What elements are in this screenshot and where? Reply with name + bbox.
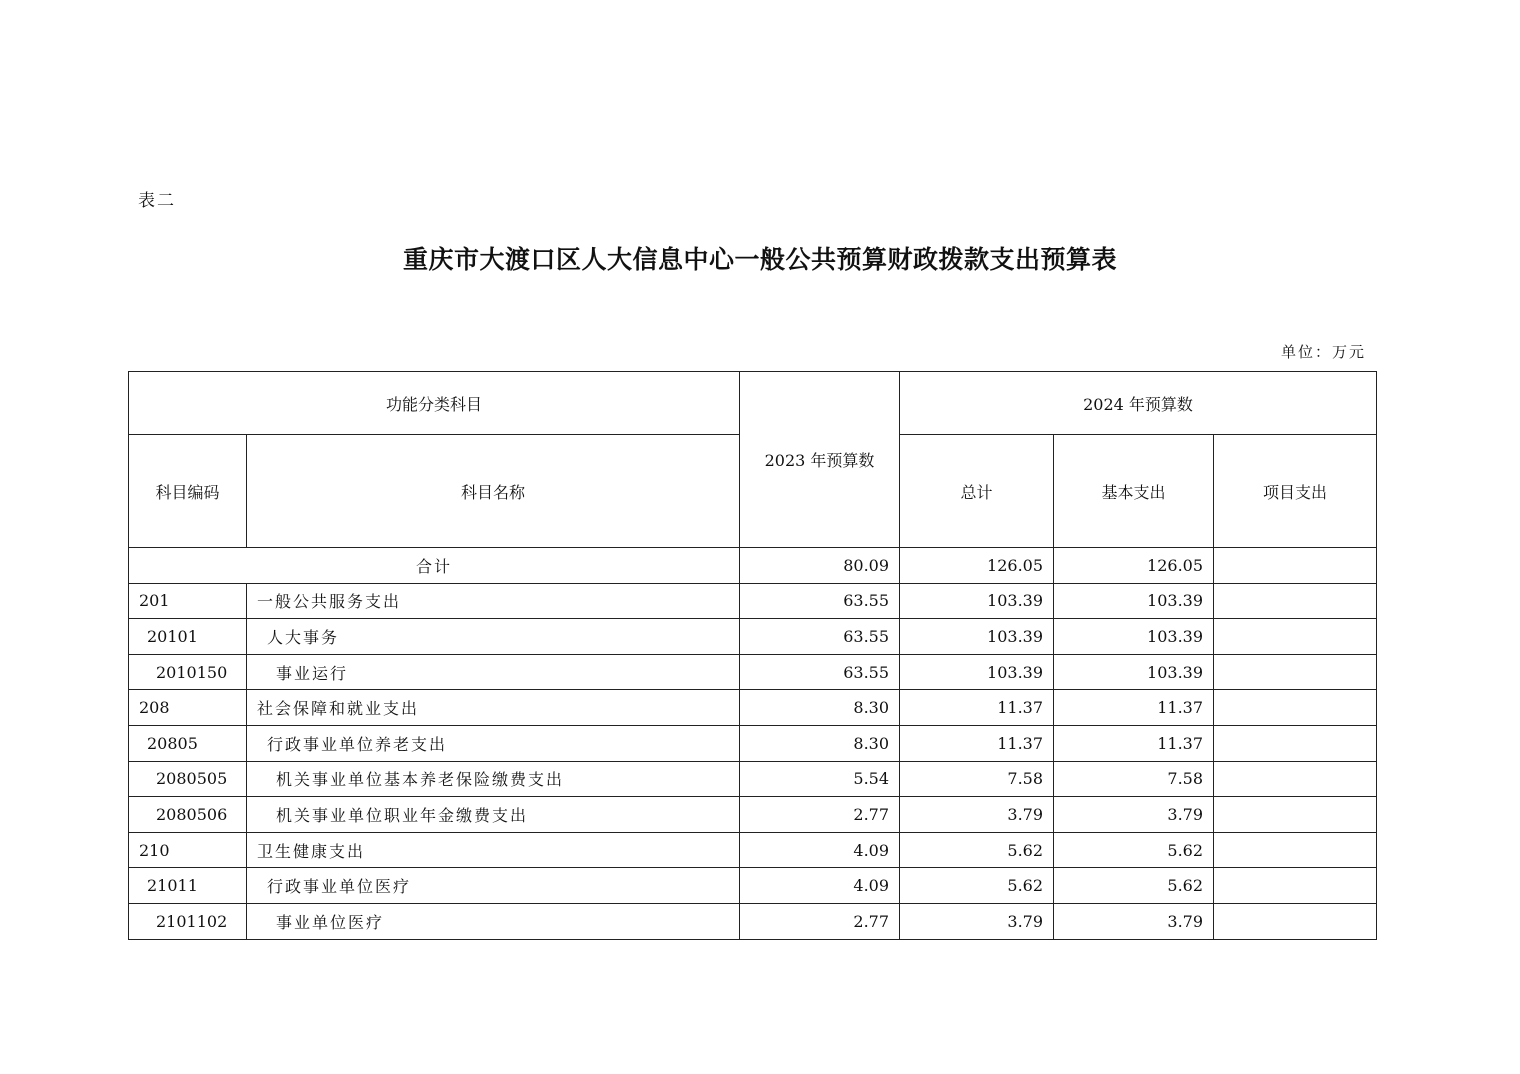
header-subject-code: 科目编码 — [129, 435, 247, 548]
cell-project — [1214, 583, 1377, 619]
cell-basic: 11.37 — [1054, 725, 1214, 761]
header-subject-name: 科目名称 — [247, 435, 740, 548]
cell-basic: 11.37 — [1054, 690, 1214, 726]
cell-basic: 3.79 — [1054, 903, 1214, 939]
cell-name: 行政事业单位养老支出 — [247, 725, 740, 761]
cell-total: 11.37 — [900, 690, 1054, 726]
cell-basic: 7.58 — [1054, 761, 1214, 797]
cell-code: 2101102 — [129, 903, 247, 939]
cell-project — [1214, 690, 1377, 726]
unit-label: 单位：万元 — [1280, 343, 1366, 361]
cell-basic: 3.79 — [1054, 797, 1214, 833]
cell-total: 103.39 — [900, 654, 1054, 690]
cell-name: 社会保障和就业支出 — [247, 690, 740, 726]
cell-code: 20101 — [129, 619, 247, 655]
header-total: 总计 — [900, 435, 1054, 548]
cell-project — [1214, 868, 1377, 904]
cell-prior: 5.54 — [740, 761, 900, 797]
table-row — [129, 761, 1377, 797]
cell-project — [1214, 832, 1377, 868]
cell-prior: 8.30 — [740, 725, 900, 761]
total-row — [129, 548, 1377, 584]
cell-name: 卫生健康支出 — [247, 832, 740, 868]
cell-project — [1214, 797, 1377, 833]
cell-total: 103.39 — [900, 583, 1054, 619]
cell-total: 5.62 — [900, 832, 1054, 868]
header-row-1 — [129, 372, 1377, 435]
table-row — [129, 619, 1377, 655]
cell-total: 3.79 — [900, 797, 1054, 833]
cell-project — [1214, 619, 1377, 655]
cell-name: 一般公共服务支出 — [247, 583, 740, 619]
cell-prior: 2.77 — [740, 797, 900, 833]
table-label: 表二 — [138, 191, 176, 211]
cell-prior: 4.09 — [740, 868, 900, 904]
header-function-category: 功能分类科目 — [129, 372, 740, 435]
cell-prior: 2.77 — [740, 903, 900, 939]
cell-name: 行政事业单位医疗 — [247, 868, 740, 904]
table-row — [129, 725, 1377, 761]
cell-basic: 103.39 — [1054, 654, 1214, 690]
cell-project — [1214, 903, 1377, 939]
header-prior-year-budget: 2023 年预算数 — [740, 372, 900, 548]
header-current-year-budget: 2024 年预算数 — [900, 372, 1377, 435]
cell-prior: 63.55 — [740, 654, 900, 690]
cell-code: 2080506 — [129, 797, 247, 833]
table-row — [129, 690, 1377, 726]
page-title: 重庆市大渡口区人大信息中心一般公共预算财政拨款支出预算表 — [402, 245, 1117, 274]
cell-total: 3.79 — [900, 903, 1054, 939]
total-prior: 80.09 — [740, 548, 900, 584]
cell-name: 机关事业单位职业年金缴费支出 — [247, 797, 740, 833]
cell-code: 201 — [129, 583, 247, 619]
cell-basic: 103.39 — [1054, 619, 1214, 655]
cell-basic: 103.39 — [1054, 583, 1214, 619]
budget-table — [128, 371, 1377, 940]
cell-project — [1214, 654, 1377, 690]
table-row — [129, 868, 1377, 904]
cell-prior: 63.55 — [740, 583, 900, 619]
cell-code: 2080505 — [129, 761, 247, 797]
header-project-expenditure: 项目支出 — [1214, 435, 1377, 548]
cell-total: 103.39 — [900, 619, 1054, 655]
cell-basic: 5.62 — [1054, 868, 1214, 904]
cell-total: 11.37 — [900, 725, 1054, 761]
cell-code: 210 — [129, 832, 247, 868]
total-basic: 126.05 — [1054, 548, 1214, 584]
cell-code: 2010150 — [129, 654, 247, 690]
table-row — [129, 654, 1377, 690]
cell-code: 20805 — [129, 725, 247, 761]
table-row — [129, 903, 1377, 939]
cell-prior: 8.30 — [740, 690, 900, 726]
cell-project — [1214, 725, 1377, 761]
table-row — [129, 832, 1377, 868]
cell-name: 机关事业单位基本养老保险缴费支出 — [247, 761, 740, 797]
cell-prior: 63.55 — [740, 619, 900, 655]
total-label: 合计 — [129, 548, 740, 584]
header-basic-expenditure: 基本支出 — [1054, 435, 1214, 548]
cell-code: 21011 — [129, 868, 247, 904]
total-total: 126.05 — [900, 548, 1054, 584]
cell-project — [1214, 761, 1377, 797]
cell-basic: 5.62 — [1054, 832, 1214, 868]
cell-total: 5.62 — [900, 868, 1054, 904]
cell-name: 事业运行 — [247, 654, 740, 690]
cell-total: 7.58 — [900, 761, 1054, 797]
total-project — [1214, 548, 1377, 584]
cell-prior: 4.09 — [740, 832, 900, 868]
cell-code: 208 — [129, 690, 247, 726]
cell-name: 人大事务 — [247, 619, 740, 655]
table-row — [129, 797, 1377, 833]
table-row — [129, 583, 1377, 619]
cell-name: 事业单位医疗 — [247, 903, 740, 939]
